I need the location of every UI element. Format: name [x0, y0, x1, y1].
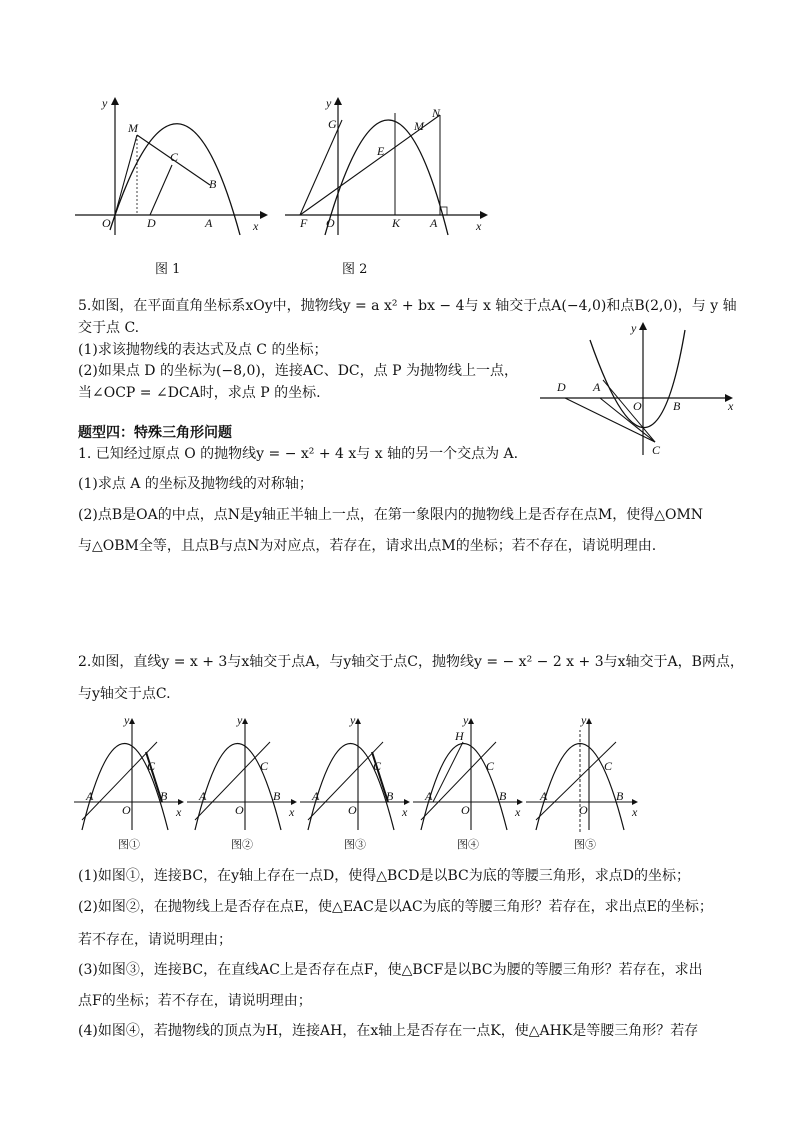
svg-text:G: G: [328, 117, 337, 131]
svg-text:A: A: [430, 216, 438, 230]
svg-text:B: B: [209, 177, 217, 191]
problem-2-question-3b: 点F的坐标；若不存在，请说明理由；: [78, 993, 312, 1009]
svg-text:y: y: [581, 713, 587, 727]
svg-text:O: O: [326, 216, 335, 230]
svg-text:A: A: [312, 789, 320, 803]
svg-text:B: B: [673, 399, 681, 413]
svg-text:O: O: [579, 803, 588, 817]
svg-text:H: H: [455, 729, 464, 743]
problem-1-question-2b: 与△OBM全等，且点B与点N为对应点，若存在，请求出点M的坐标；若不存在，请说明理由.: [78, 538, 657, 554]
svg-text:y: y: [631, 321, 637, 335]
svg-text:O: O: [102, 216, 111, 230]
problem-5-question-2b: 当∠OCP = ∠DCA时，求点 P 的坐标.: [78, 385, 321, 401]
svg-text:O: O: [461, 803, 470, 817]
problem-5-line-2: 交于点 C.: [78, 320, 140, 336]
figure-circled-5: [524, 712, 644, 860]
svg-text:O: O: [235, 803, 244, 817]
svg-text:A: A: [199, 789, 207, 803]
svg-text:y: y: [463, 713, 469, 727]
svg-text:A: A: [593, 380, 601, 394]
svg-text:O: O: [122, 803, 131, 817]
problem-2-question-3a: (3)如图③，连接BC，在直线AC上是否存在点F，使△BCF是以BC为腰的等腰三角形？若存在，求出: [78, 962, 703, 978]
svg-text:C: C: [652, 443, 661, 457]
problem-1-question-1: (1)求点 A 的坐标及抛物线的对称轴；: [78, 476, 313, 492]
problem-5-line-1: 5.如图，在平面直角坐标系xOy中，抛物线y = a x² + bx − 4与 x 轴交于点A(−4,0)和点B(2,0)，与 y 轴: [78, 298, 737, 314]
svg-text:y: y: [326, 96, 332, 110]
svg-text:M: M: [128, 121, 138, 135]
svg-text:x: x: [476, 219, 482, 233]
svg-text:x: x: [402, 805, 408, 819]
svg-text:C: C: [170, 150, 179, 164]
figure-circled-2: [185, 712, 300, 860]
figure-2: [280, 95, 490, 240]
svg-text:x: x: [253, 219, 259, 233]
caption-fig-4: 图④: [457, 838, 479, 851]
figure-2-caption: 图 2: [342, 262, 368, 277]
svg-text:B: B: [499, 789, 507, 803]
svg-text:y: y: [124, 713, 130, 727]
problem-2-figures: [72, 712, 652, 860]
svg-text:E: E: [377, 144, 385, 158]
problem-5-question-2: (2)如果点 D 的坐标为(−8,0)，连接AC、DC，点 P 为抛物线上一点，: [78, 363, 518, 379]
svg-text:x: x: [515, 805, 521, 819]
problem-2-line-2: 与y轴交于点C.: [78, 686, 171, 702]
figure-circled-1: [72, 712, 187, 860]
svg-text:B: B: [386, 789, 394, 803]
problem-5-figure: [535, 320, 755, 460]
problem-2-question-4: (4)如图④，若抛物线的顶点为H，连接AH，在x轴上是否存在一点K，使△AHK是等腰三角形？若存: [78, 1023, 699, 1039]
svg-text:y: y: [350, 713, 356, 727]
svg-text:C: C: [147, 759, 156, 773]
svg-text:O: O: [348, 803, 357, 817]
svg-text:B: B: [616, 789, 624, 803]
svg-text:M: M: [414, 119, 424, 133]
svg-text:x: x: [632, 805, 638, 819]
svg-text:D: D: [557, 380, 566, 394]
problem-2-question-2b: 若不存在，请说明理由；: [78, 932, 232, 948]
svg-text:B: B: [273, 789, 281, 803]
svg-text:C: C: [373, 759, 382, 773]
caption-fig-5: 图⑤: [574, 838, 596, 851]
svg-text:x: x: [728, 399, 734, 413]
svg-text:D: D: [147, 216, 156, 230]
problem-2-line-1: 2.如图，直线y = x + 3与x轴交于点A，与y轴交于点C，抛物线y = − x² − 2 x + 3与x轴交于A，B两点，: [78, 654, 744, 670]
caption-fig-3: 图③: [344, 838, 366, 851]
svg-text:x: x: [176, 805, 182, 819]
svg-text:A: A: [425, 789, 433, 803]
svg-text:y: y: [237, 713, 243, 727]
svg-text:O: O: [633, 399, 642, 413]
caption-fig-1: 图①: [118, 838, 140, 851]
problem-2-question-1: (1)如图①，连接BC，在y轴上存在一点D，使得△BCD是以BC为底的等腰三角形，求点D的坐标；: [78, 868, 690, 884]
figure-1-caption: 图 1: [155, 262, 181, 277]
svg-text:x: x: [289, 805, 295, 819]
figure-circled-4: [411, 712, 526, 860]
problem-2-question-2a: (2)如图②，在抛物线上是否存在点E，使△EAC是以AC为底的等腰三角形？若存在，求出点E的坐标；: [78, 899, 713, 915]
figure-1: [70, 95, 270, 240]
section-title: 题型四：特殊三角形问题: [78, 425, 232, 441]
svg-text:C: C: [260, 759, 269, 773]
figure-circled-3: [298, 712, 413, 860]
svg-text:C: C: [604, 759, 613, 773]
svg-text:A: A: [205, 216, 213, 230]
svg-text:K: K: [392, 216, 401, 230]
caption-fig-2: 图②: [231, 838, 253, 851]
problem-1-line-1: 1. 已知经过原点 O 的抛物线y = − x² + 4 x与 x 轴的另一个交点为 A.: [78, 446, 519, 462]
svg-text:B: B: [160, 789, 168, 803]
svg-text:y: y: [102, 96, 108, 110]
problem-5-question-1: (1)求该抛物线的表达式及点 C 的坐标；: [78, 342, 328, 358]
svg-text:F: F: [300, 216, 308, 230]
svg-text:A: A: [540, 789, 548, 803]
problem-1-question-2a: (2)点B是OA的中点，点N是y轴正半轴上一点，在第一象限内的抛物线上是否存在点M，使得△OMN: [78, 507, 704, 523]
svg-text:A: A: [86, 789, 94, 803]
svg-text:C: C: [486, 759, 495, 773]
svg-text:N: N: [432, 106, 441, 120]
